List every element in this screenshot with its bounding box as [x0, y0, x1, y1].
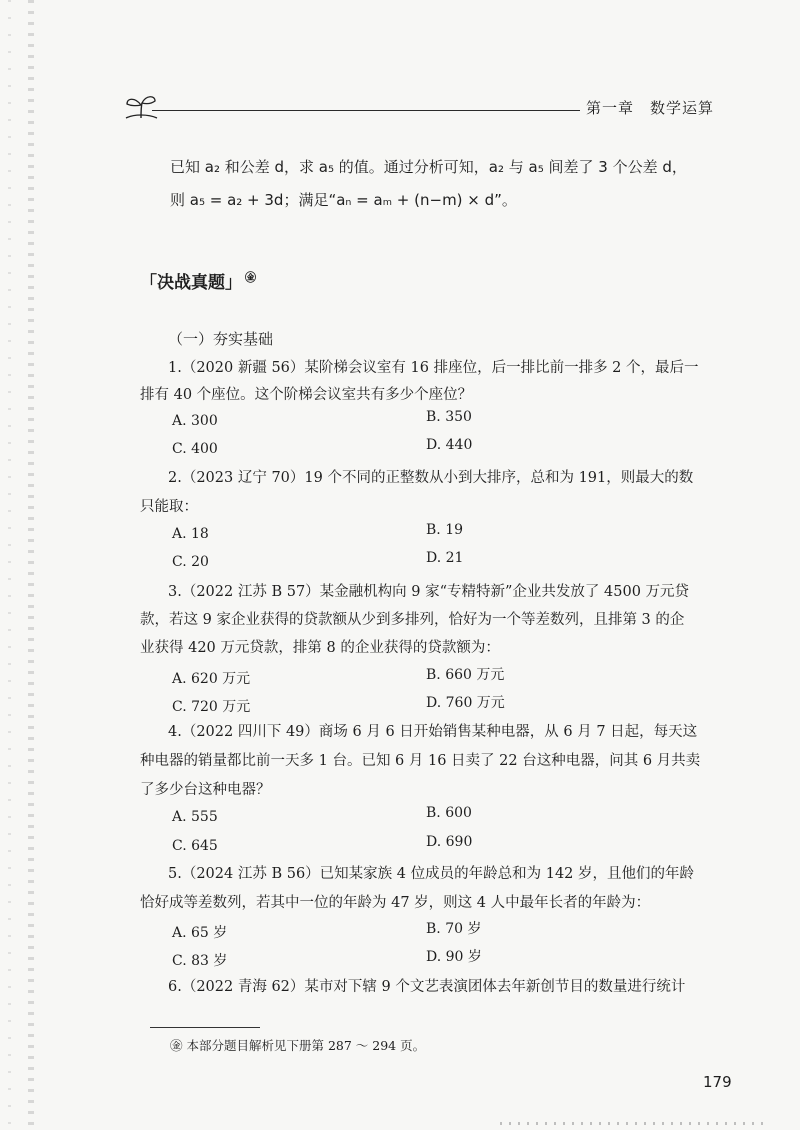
question-1-option-b: B. 350 [426, 409, 472, 425]
question-2-option-d: D. 21 [426, 550, 464, 566]
question-3-option-d: D. 760 万元 [426, 695, 505, 711]
question-2-line-1: 2.（2023 辽宁 70）19 个不同的正整数从小到大排序，总和为 191，则最大的数 [168, 470, 694, 486]
section-bracket-right: 」 [225, 273, 242, 293]
subsection-title: （一）夯实基础 [168, 330, 274, 348]
scan-edge-marks [8, 0, 11, 1130]
question-3-line-1: 3.（2022 江苏 B 57）某金融机构向 9 家“专精特新”企业共发放了 4500 万元贷 [168, 584, 690, 600]
section-bracket-left: 「 [140, 273, 157, 293]
question-1-line-1: 1.（2020 新疆 56）某阶梯会议室有 16 排座位，后一排比前一排多 2 个，最后一 [168, 360, 699, 376]
question-3-option-c: C. 720 万元 [172, 699, 251, 715]
question-3-line-2: 款，若这 9 家企业获得的贷款额从少到多排列，恰好为一个等差数列，且排第 3 的企 [140, 612, 685, 628]
question-5-option-b: B. 70 岁 [426, 921, 482, 937]
question-1-option-a: A. 300 [172, 413, 218, 429]
intro-line-2: 则 a₅ = a₂ + 3d；满足“aₙ = aₘ + (n−m) × d”。 [170, 191, 517, 209]
question-5-option-d: D. 90 岁 [426, 949, 482, 965]
section-title-text: 决战真题 [157, 273, 225, 293]
question-4-option-a: A. 555 [172, 809, 218, 825]
question-4-line-2: 种电器的销量都比前一天多 1 台。已知 6 月 16 日卖了 22 台这种电器，问其 6 月共卖 [140, 753, 701, 769]
question-5-option-c: C. 83 岁 [172, 953, 228, 969]
question-3-option-b: B. 660 万元 [426, 667, 505, 683]
question-2-option-c: C. 20 [172, 554, 209, 570]
question-5-line-2: 恰好成等差数列，若其中一位的年龄为 47 岁，则这 4 人中最年长者的年龄为： [140, 895, 651, 911]
footnote: ㊎ 本部分题目解析见下册第 287 ～ 294 页。 [170, 1038, 426, 1053]
question-1-option-d: D. 440 [426, 437, 473, 453]
question-3-line-3: 业获得 420 万元贷款，排第 8 的企业获得的贷款额为： [140, 640, 500, 656]
question-4-option-d: D. 690 [426, 834, 473, 850]
question-1-option-c: C. 400 [172, 441, 218, 457]
question-1-line-2: 排有 40 个座位。这个阶梯会议室共有多少个座位？ [140, 387, 473, 403]
intro-line-1: 已知 a₂ 和公差 d，求 a₅ 的值。通过分析可知，a₂ 与 a₅ 间差了 3 个公差 d， [170, 158, 687, 176]
question-5-line-1: 5.（2024 江苏 B 56）已知某家族 4 位成员的年龄总和为 142 岁，且他们的年龄 [168, 866, 695, 882]
header-rule [152, 110, 580, 111]
chapter-header: 第一章 数学运算 [585, 99, 714, 117]
scan-bottom-marks [500, 1122, 770, 1125]
question-6-line-1: 6.（2022 青海 62）某市对下辖 9 个文艺表演团体去年新创节目的数量进行统计 [168, 979, 686, 995]
question-2-option-b: B. 19 [426, 522, 464, 538]
question-2-line-2: 只能取： [140, 499, 198, 515]
question-4-line-3: 了多少台这种电器？ [140, 782, 271, 798]
page-number: 179 [703, 1073, 732, 1091]
scan-binding-marks [28, 0, 34, 1130]
question-4-line-1: 4.（2022 四川下 49）商场 6 月 6 日开始销售某种电器，从 6 月 7 日起，每天这 [168, 724, 698, 740]
question-4-option-b: B. 600 [426, 805, 472, 821]
question-2-option-a: A. 18 [172, 526, 209, 542]
section-title [140, 268, 256, 293]
sprout-icon [124, 93, 158, 119]
question-3-option-a: A. 620 万元 [172, 671, 251, 687]
section-mark-icon: ㊎ [245, 271, 256, 285]
footnote-rule [150, 1027, 260, 1028]
question-4-option-c: C. 645 [172, 838, 218, 854]
question-5-option-a: A. 65 岁 [172, 925, 228, 941]
